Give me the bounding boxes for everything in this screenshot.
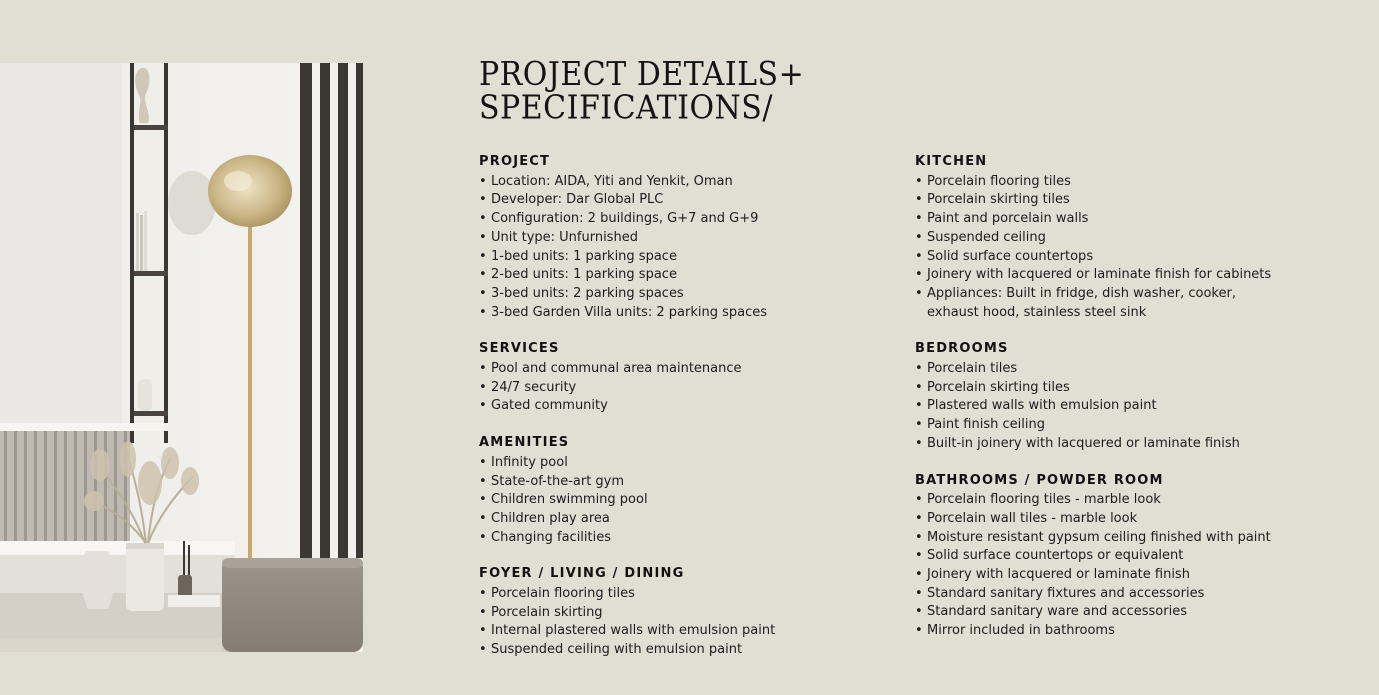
list-item: • Gated community [479, 397, 879, 416]
list-item: • Suspended ceiling with emulsion paint [479, 641, 879, 660]
list-item: • Appliances: Built in fridge, dish washer, cooker, exhaust hood, stainless steel sink [915, 285, 1237, 322]
bedrooms-list [915, 360, 1355, 454]
list-item: • Porcelain flooring tiles - marble look [915, 491, 1355, 510]
list-item: • Children play area [479, 510, 879, 529]
specs-left-column [479, 153, 879, 678]
list-item: • Developer: Dar Global PLC [479, 191, 879, 210]
section-title-kitchen: KITCHEN [915, 154, 988, 169]
list-item: • Porcelain skirting [479, 604, 879, 623]
list-item: • Built-in joinery with lacquered or laminate finish [915, 435, 1355, 454]
section-title-amenities: AMENITIES [479, 435, 570, 451]
list-item: • Porcelain wall tiles - marble look [915, 510, 1355, 529]
list-item: • Children swimming pool [479, 491, 879, 510]
list-item: • Unit type: Unfurnished [479, 229, 879, 248]
list-item: • Solid surface countertops [915, 248, 1355, 267]
list-item: • Internal plastered walls with emulsion paint [479, 622, 879, 641]
amenities-list [479, 454, 879, 548]
list-item: • Changing facilities [479, 529, 879, 548]
section-title-bathrooms: BATHROOMS / POWDER ROOM [915, 472, 1164, 488]
section-project [479, 153, 879, 322]
list-item: • Porcelain skirting tiles [915, 191, 1355, 210]
section-kitchen [915, 153, 1355, 322]
page-title-line-1: PROJECT DETAILS+ [479, 55, 805, 94]
list-item: • Porcelain skirting tiles [915, 379, 1355, 398]
section-amenities [479, 434, 879, 547]
list-item: • Paint and porcelain walls [915, 210, 1355, 229]
page-title [479, 55, 805, 128]
section-title-foyer-living-dining: FOYER / LIVING / DINING [479, 566, 685, 582]
list-item: • Plastered walls with emulsion paint [915, 397, 1355, 416]
list-item: • Porcelain flooring tiles [479, 585, 879, 604]
page-title-line-2: SPECIFICATIONS/ [479, 89, 773, 128]
specs-right-column [915, 153, 1355, 659]
kitchen-list [915, 173, 1355, 323]
foyer-list [479, 585, 879, 660]
list-item: • Porcelain tiles [915, 360, 1355, 379]
section-bathrooms [915, 472, 1355, 641]
list-item: • Pool and communal area maintenance [479, 360, 879, 379]
list-item: • Location: AIDA, Yiti and Yenkit, Oman [479, 173, 879, 192]
list-item: • 3-bed units: 2 parking spaces [479, 285, 879, 304]
interior-photo [0, 63, 363, 652]
list-item: • Solid surface countertops or equivalent [915, 547, 1355, 566]
services-list [479, 360, 879, 416]
list-item: • Paint finish ceiling [915, 416, 1355, 435]
list-item: • Joinery with lacquered or laminate finish for cabinets [915, 266, 1355, 285]
list-item: • 24/7 security [479, 379, 879, 398]
section-services [479, 340, 879, 416]
interior-illustration [0, 63, 363, 652]
section-foyer-living-dining [479, 565, 879, 660]
bathrooms-list [915, 491, 1355, 641]
list-item: • State-of-the-art gym [479, 473, 879, 492]
list-item: • 1-bed units: 1 parking space [479, 248, 879, 267]
list-item: • Configuration: 2 buildings, G+7 and G+9 [479, 210, 879, 229]
section-title-services: SERVICES [479, 341, 560, 357]
list-item: • 2-bed units: 1 parking space [479, 266, 879, 285]
list-item: • Suspended ceiling [915, 229, 1355, 248]
list-item: • Joinery with lacquered or laminate finish [915, 566, 1355, 585]
list-item: • Mirror included in bathrooms [915, 622, 1355, 641]
list-item: • Porcelain flooring tiles [915, 173, 1355, 192]
list-item: • Standard sanitary ware and accessories [915, 603, 1355, 622]
list-item: • Infinity pool [479, 454, 879, 473]
list-item: • Moisture resistant gypsum ceiling finished with paint [915, 529, 1355, 548]
project-list [479, 173, 879, 323]
list-item: • Standard sanitary fixtures and accessories [915, 585, 1355, 604]
section-bedrooms [915, 340, 1355, 453]
section-title-project: PROJECT [479, 154, 551, 169]
list-item: • 3-bed Garden Villa units: 2 parking spaces [479, 304, 879, 323]
section-title-bedrooms: BEDROOMS [915, 341, 1009, 357]
